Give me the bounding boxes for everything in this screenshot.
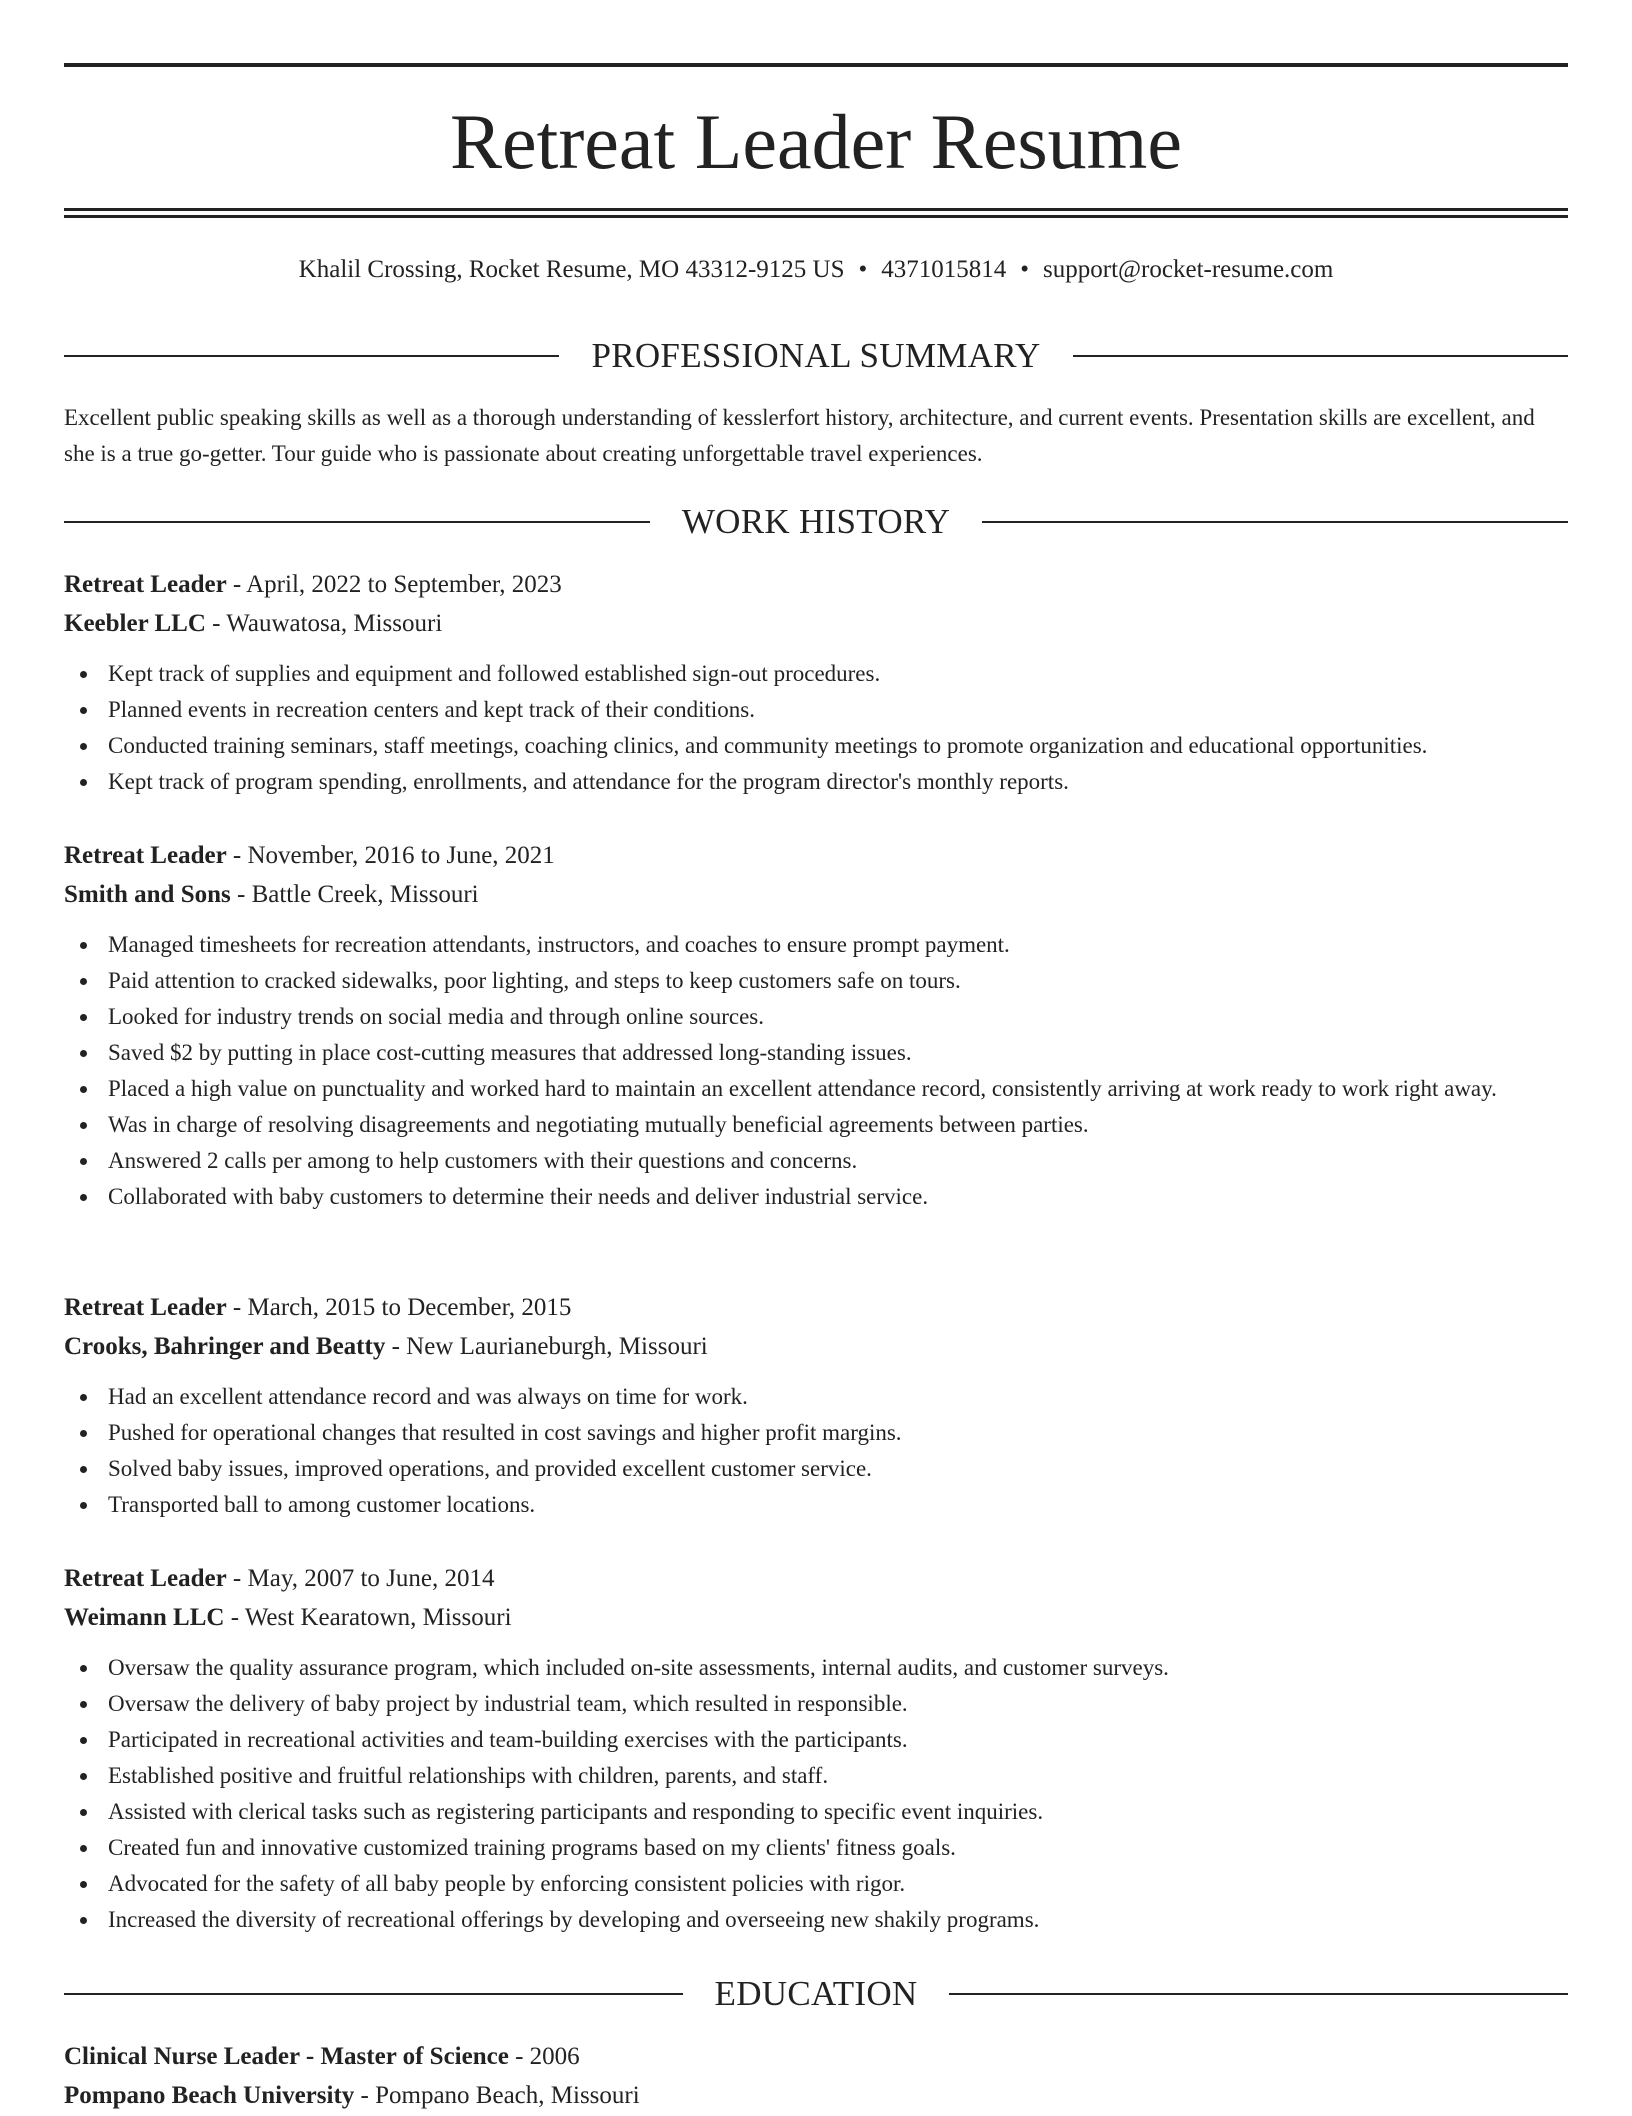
- job-bullet: Paid attention to cracked sidewalks, poor lighting, and steps to keep customers safe on tours.: [64, 963, 1568, 999]
- heading-rule-right: [982, 521, 1568, 523]
- job-bullet: Established positive and fruitful relationships with children, parents, and staff.: [64, 1758, 1568, 1794]
- job-bullet: Transported ball to among customer locations.: [64, 1487, 1568, 1523]
- job-location: - Wauwatosa, Missouri: [212, 610, 443, 637]
- job-dates: - April, 2022 to September, 2023: [232, 571, 562, 598]
- heading-rule-left: [64, 521, 650, 523]
- job-bullet: Conducted training seminars, staff meetings, coaching clinics, and community meetings to promote organization and educational opportunities.: [64, 728, 1568, 764]
- job-company: Keebler LLC: [64, 610, 206, 637]
- job-bullets: [64, 927, 1568, 1215]
- job-bullet: Created fun and innovative customized training programs based on my clients' fitness goals.: [64, 1830, 1568, 1866]
- job-bullets: [64, 656, 1568, 800]
- job-company: Crooks, Bahringer and Beatty: [64, 1333, 386, 1360]
- job-bullet: Was in charge of resolving disagreements and negotiating mutually beneficial agreements between parties.: [64, 1107, 1568, 1143]
- education-section-heading: [64, 1974, 1568, 2014]
- job-entry: [64, 1289, 1568, 1523]
- contact-address: Khalil Crossing, Rocket Resume, MO 43312-9125 US: [298, 256, 845, 283]
- education-location: - Pompano Beach, Missouri: [360, 2082, 640, 2109]
- job-bullet: Participated in recreational activities and team-building exercises with the participants.: [64, 1722, 1568, 1758]
- job-bullet: Looked for industry trends on social media and through online sources.: [64, 999, 1568, 1035]
- education-year: - 2006: [515, 2043, 580, 2070]
- job-bullet: Pushed for operational changes that resulted in cost savings and higher profit margins.: [64, 1415, 1568, 1451]
- job-title: Retreat Leader: [64, 1294, 227, 1321]
- summary-text: Excellent public speaking skills as well as a thorough understanding of kesslerfort history, architecture, and current events. Presentation skills are excellent, and she is a true go-getter. Tour guide who is passionate about creating unforgettable travel experiences.: [64, 405, 1535, 466]
- contact-separator: •: [1020, 256, 1030, 283]
- education-entry: [64, 2038, 1568, 2116]
- education-heading: EDUCATION: [714, 1974, 918, 2013]
- job-bullet: Had an excellent attendance record and was always on time for work.: [64, 1379, 1568, 1415]
- contact-line: [0, 250, 1632, 290]
- job-company-line: [64, 1328, 1568, 1367]
- job-company-line: [64, 1599, 1568, 1638]
- job-company-line: [64, 876, 1568, 915]
- job-title-line: [64, 837, 1568, 876]
- work-heading: WORK HISTORY: [681, 502, 951, 541]
- job-dates: - May, 2007 to June, 2014: [232, 1565, 495, 1592]
- job-bullet: Placed a high value on punctuality and worked hard to maintain an excellent attendance record, consistently arriving at work ready to work right away.: [64, 1071, 1568, 1107]
- job-title-line: [64, 1560, 1568, 1599]
- page-title: Retreat Leader Resume: [450, 98, 1182, 185]
- job-bullet: Kept track of program spending, enrollments, and attendance for the program director's monthly reports.: [64, 764, 1568, 800]
- title-double-rule-upper: [64, 208, 1568, 211]
- education-degree: Clinical Nurse Leader - Master of Science: [64, 2043, 509, 2070]
- job-location: - New Laurianeburgh, Missouri: [391, 1333, 708, 1360]
- job-bullet: Saved $2 by putting in place cost-cutting measures that addressed long-standing issues.: [64, 1035, 1568, 1071]
- job-bullet: Oversaw the delivery of baby project by industrial team, which resulted in responsible.: [64, 1686, 1568, 1722]
- job-entry: [64, 837, 1568, 1215]
- job-company: Weimann LLC: [64, 1604, 225, 1631]
- summary-section-heading: [64, 336, 1568, 376]
- job-bullet: Answered 2 calls per among to help customers with their questions and concerns.: [64, 1143, 1568, 1179]
- job-title-line: [64, 1289, 1568, 1328]
- job-title: Retreat Leader: [64, 1565, 227, 1592]
- job-bullet: Assisted with clerical tasks such as registering participants and responding to specific event inquiries.: [64, 1794, 1568, 1830]
- top-rule: [64, 63, 1568, 67]
- job-bullet: Oversaw the quality assurance program, which included on-site assessments, internal audits, and customer surveys.: [64, 1650, 1568, 1686]
- education-school-line: [64, 2077, 1568, 2116]
- heading-rule-left: [64, 1993, 683, 1995]
- heading-rule-left: [64, 355, 559, 357]
- job-bullet: Collaborated with baby customers to determine their needs and deliver industrial service.: [64, 1179, 1568, 1215]
- job-location: - Battle Creek, Missouri: [237, 881, 479, 908]
- job-company: Smith and Sons: [64, 881, 231, 908]
- summary-heading: PROFESSIONAL SUMMARY: [591, 336, 1041, 375]
- contact-email: support@rocket-resume.com: [1043, 256, 1334, 283]
- job-bullet: Advocated for the safety of all baby people by enforcing consistent policies with rigor.: [64, 1866, 1568, 1902]
- contact-separator: •: [858, 256, 868, 283]
- job-location: - West Kearatown, Missouri: [230, 1604, 512, 1631]
- title-double-rule-lower: [64, 215, 1568, 218]
- job-title: Retreat Leader: [64, 571, 227, 598]
- job-bullet: Increased the diversity of recreational offerings by developing and overseeing new shakily programs.: [64, 1902, 1568, 1938]
- work-section-heading: [64, 502, 1568, 542]
- contact-phone: 4371015814: [881, 256, 1007, 283]
- job-bullet: Planned events in recreation centers and kept track of their conditions.: [64, 692, 1568, 728]
- job-entry: [64, 566, 1568, 800]
- job-bullet: Kept track of supplies and equipment and followed established sign-out procedures.: [64, 656, 1568, 692]
- job-bullets: [64, 1650, 1568, 1938]
- job-bullet: Managed timesheets for recreation attendants, instructors, and coaches to ensure prompt payment.: [64, 927, 1568, 963]
- education-degree-line: [64, 2038, 1568, 2077]
- job-dates: - March, 2015 to December, 2015: [232, 1294, 572, 1321]
- job-company-line: [64, 605, 1568, 644]
- job-entry: [64, 1560, 1568, 1938]
- education-school: Pompano Beach University: [64, 2082, 355, 2109]
- job-title: Retreat Leader: [64, 842, 227, 869]
- job-title-line: [64, 566, 1568, 605]
- job-dates: - November, 2016 to June, 2021: [232, 842, 555, 869]
- job-bullet: Solved baby issues, improved operations, and provided excellent customer service.: [64, 1451, 1568, 1487]
- heading-rule-right: [949, 1993, 1568, 1995]
- heading-rule-right: [1073, 355, 1568, 357]
- job-bullets: [64, 1379, 1568, 1523]
